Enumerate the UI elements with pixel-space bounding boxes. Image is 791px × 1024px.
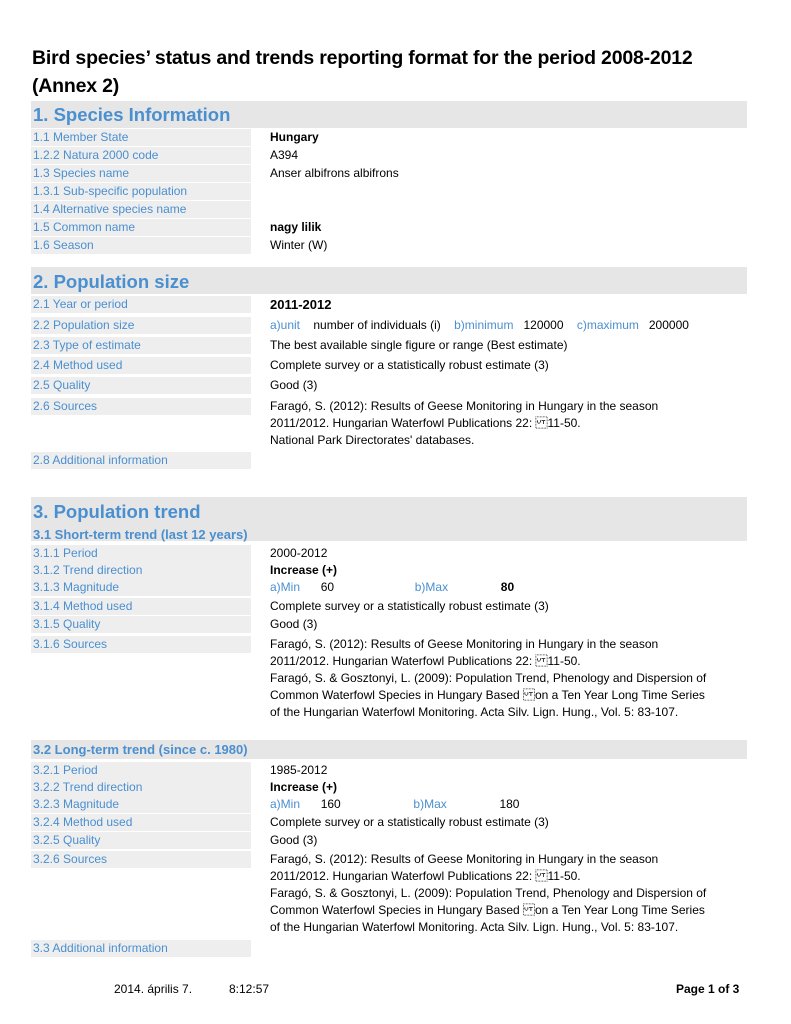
source-line: 2011/2012. Hungarian Waterfowl Publications 22: 11-50. xyxy=(270,654,581,668)
label-member-state: 1.1 Member State xyxy=(31,129,251,146)
source-line: Faragó, S. (2012): Results of Geese Monitoring in Hungary in the season xyxy=(270,852,659,866)
label-short-quality: 3.1.5 Quality xyxy=(31,616,251,633)
value-long-method: Complete survey or a statistically robust estimate (3) xyxy=(270,815,549,829)
label-type-of-estimate: 2.3 Type of estimate xyxy=(31,337,251,354)
label-short-magnitude: 3.1.3 Magnitude xyxy=(31,579,251,596)
value-season: Winter (W) xyxy=(270,238,328,252)
label-long-magnitude: 3.2.3 Magnitude xyxy=(31,796,251,813)
footer-time: 8:12:57 xyxy=(229,982,270,996)
value-member-state: Hungary xyxy=(270,130,319,144)
label-trend-additional-info: 3.3 Additional information xyxy=(31,940,251,957)
value-method-used: Complete survey or a statistically robust estimate (3) xyxy=(270,358,549,372)
maximum-label: c)maximum xyxy=(576,318,639,332)
unit-label: a)unit xyxy=(270,318,301,332)
label-long-method: 3.2.4 Method used xyxy=(31,814,251,831)
source-line: of the Hungarian Waterfowl Monitoring. Acta Silv. Lign. Hung., Vol. 5: 83-107. xyxy=(270,920,679,934)
value-species-name: Anser albifrons albifrons xyxy=(270,166,399,180)
value-year-period: 2011-2012 xyxy=(270,297,332,312)
population-size-values xyxy=(270,317,689,334)
footer-page-number: Page 1 of 3 xyxy=(676,982,740,996)
value-long-period: 1985-2012 xyxy=(270,763,328,777)
label-natura-code: 1.2.2 Natura 2000 code xyxy=(31,147,251,164)
value-long-sources xyxy=(270,851,750,936)
section-2-heading: 2. Population size xyxy=(33,271,190,292)
long-max-value: 180 xyxy=(499,797,520,811)
label-common-name: 1.5 Common name xyxy=(31,219,251,236)
value-quality: Good (3) xyxy=(270,378,318,392)
short-max-value: 80 xyxy=(500,580,515,594)
value-common-name: nagy lilik xyxy=(270,220,322,234)
label-long-quality: 3.2.5 Quality xyxy=(31,832,251,849)
source-line: 2011/2012. Hungarian Waterfowl Publications 22: 11-50. xyxy=(270,869,581,883)
label-season: 1.6 Season xyxy=(31,237,251,254)
short-min-value: 60 xyxy=(320,580,335,594)
title-line-2: (Annex 2) xyxy=(32,75,120,97)
long-magnitude-values xyxy=(270,796,519,813)
long-term-heading: 3.2 Long-term trend (since c. 1980) xyxy=(33,742,248,757)
maximum-value: 200000 xyxy=(648,318,689,332)
label-short-period: 3.1.1 Period xyxy=(31,545,251,562)
label-subspecific-population: 1.3.1 Sub-specific population xyxy=(31,183,251,200)
label-short-direction: 3.1.2 Trend direction xyxy=(31,562,251,579)
label-short-method: 3.1.4 Method used xyxy=(31,598,251,615)
minimum-value: 120000 xyxy=(523,318,564,332)
value-short-quality: Good (3) xyxy=(270,617,318,631)
short-magnitude-values xyxy=(270,579,514,596)
value-type-of-estimate: The best available single figure or range (Best estimate) xyxy=(270,338,568,352)
minimum-label: b)minimum xyxy=(454,318,514,332)
source-line: 2011/2012. Hungarian Waterfowl Publications 22: 11-50. xyxy=(270,416,581,430)
short-max-label: b)Max xyxy=(414,580,449,594)
value-sources xyxy=(270,398,750,449)
footer-date: 2014. április 7. xyxy=(114,982,193,996)
source-line: of the Hungarian Waterfowl Monitoring. Acta Silv. Lign. Hung., Vol. 5: 83-107. xyxy=(270,705,679,719)
label-additional-info: 2.8 Additional information xyxy=(31,452,251,469)
value-short-direction: Increase (+) xyxy=(270,563,338,577)
label-quality: 2.5 Quality xyxy=(31,377,251,394)
unit-value: number of individuals (i) xyxy=(313,318,441,332)
source-line: Common Waterfowl Species in Hungary Based on a Ten Year Long Time Series xyxy=(270,903,705,917)
source-line: Faragó, S. & Gosztonyi, L. (2009): Population Trend, Phenology and Dispersion of xyxy=(270,671,707,685)
label-sources: 2.6 Sources xyxy=(31,398,251,415)
value-long-quality: Good (3) xyxy=(270,833,318,847)
value-short-sources xyxy=(270,636,750,721)
label-alternative-name: 1.4 Alternative species name xyxy=(31,201,251,218)
section-1-heading: 1. Species Information xyxy=(33,104,231,125)
source-line: Faragó, S. (2012): Results of Geese Monitoring in Hungary in the season xyxy=(270,637,659,651)
label-long-period: 3.2.1 Period xyxy=(31,762,251,779)
source-line: Faragó, S. & Gosztonyi, L. (2009): Population Trend, Phenology and Dispersion of xyxy=(270,886,707,900)
value-long-direction: Increase (+) xyxy=(270,780,338,794)
value-natura-code: A394 xyxy=(270,148,299,162)
label-year-period: 2.1 Year or period xyxy=(31,296,251,313)
document-title xyxy=(32,44,762,100)
label-population-size: 2.2 Population size xyxy=(31,317,251,334)
source-line: Faragó, S. (2012): Results of Geese Monitoring in Hungary in the season xyxy=(270,399,659,413)
label-method-used: 2.4 Method used xyxy=(31,357,251,374)
label-species-name: 1.3 Species name xyxy=(31,165,251,182)
title-line-1: Bird species’ status and trends reporting format for the period 2008-2012 xyxy=(32,47,693,69)
label-long-sources: 3.2.6 Sources xyxy=(31,851,251,868)
long-max-label: b)Max xyxy=(413,797,447,811)
long-min-value: 160 xyxy=(320,797,341,811)
source-line: National Park Directorates' databases. xyxy=(270,433,475,447)
label-long-direction: 3.2.2 Trend direction xyxy=(31,779,251,796)
value-short-period: 2000-2012 xyxy=(270,546,328,560)
value-short-method: Complete survey or a statistically robust estimate (3) xyxy=(270,599,549,613)
short-min-label: a)Min xyxy=(270,580,301,594)
long-min-label: a)Min xyxy=(270,797,301,811)
label-short-sources: 3.1.6 Sources xyxy=(31,636,251,653)
source-line: Common Waterfowl Species in Hungary Based on a Ten Year Long Time Series xyxy=(270,688,705,702)
section-3-heading: 3. Population trend xyxy=(33,501,201,522)
short-term-heading: 3.1 Short-term trend (last 12 years) xyxy=(33,527,248,542)
